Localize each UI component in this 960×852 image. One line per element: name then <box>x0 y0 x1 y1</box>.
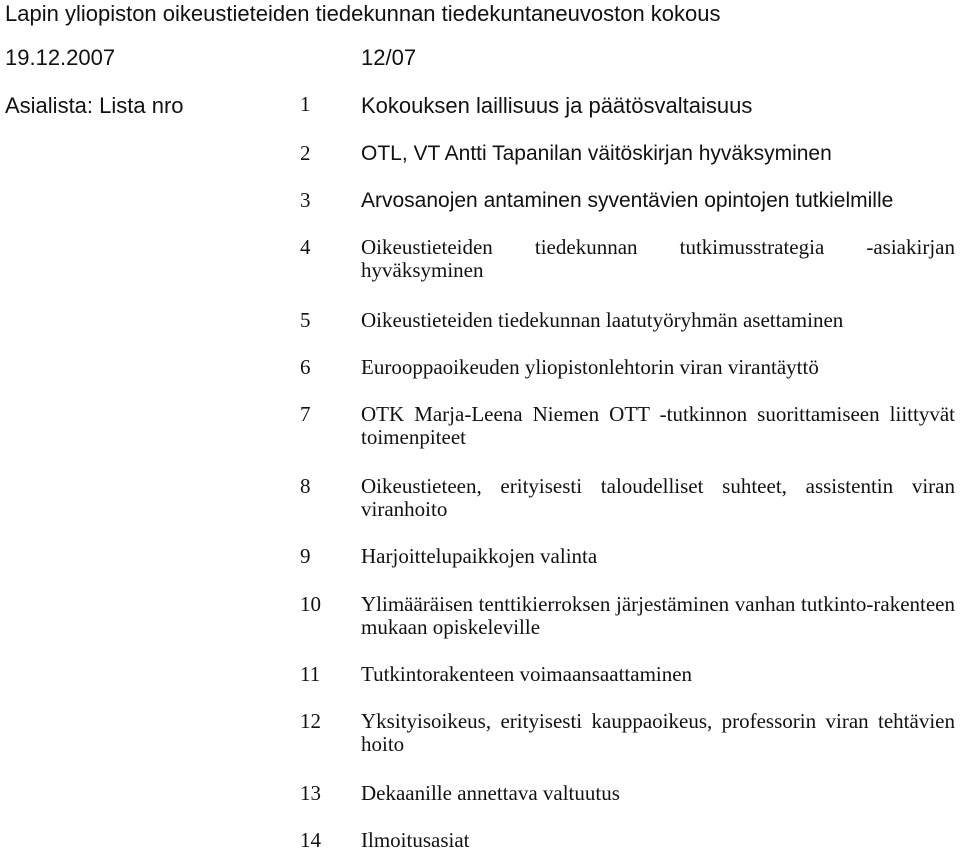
agenda-item-number: 8 <box>300 474 311 498</box>
agenda-item-text: Eurooppaoikeuden yliopistonlehtorin viran virantäyttö <box>361 355 819 379</box>
document-number: 12/07 <box>361 45 417 70</box>
agenda-label: Asialista: Lista nro <box>5 93 184 118</box>
agenda-item-text: Oikeustieteiden tiedekunnan laatutyöryhmän asettaminen <box>361 308 844 332</box>
agenda-item-text: OTL, VT Antti Tapanilan väitöskirjan hyväksyminen <box>361 142 832 165</box>
agenda-item-number: 10 <box>300 592 321 616</box>
agenda-item-number: 5 <box>300 308 311 332</box>
agenda-item-number: 6 <box>300 355 311 379</box>
agenda-item-number: 3 <box>300 188 311 212</box>
meeting-date: 19.12.2007 <box>5 45 116 70</box>
agenda-item-number: 1 <box>300 92 311 116</box>
agenda-item-text: Harjoittelupaikkojen valinta <box>361 544 598 568</box>
agenda-item-text: Arvosanojen antaminen syventävien opintojen tutkielmille <box>361 189 894 212</box>
agenda-item-number: 13 <box>300 781 321 805</box>
agenda-item-text: Ilmoitusasiat <box>361 828 470 852</box>
agenda-item-number: 11 <box>300 662 321 686</box>
agenda-item-text: Tutkintorakenteen voimaansaattaminen <box>361 662 693 686</box>
agenda-item-text: Yksityisoikeus, erityisesti kauppaoikeus, professorin viran tehtävien hoito <box>361 709 955 756</box>
agenda-item-text: Kokouksen laillisuus ja päätösvaltaisuus <box>361 93 753 118</box>
agenda-item-text: Dekaanille annettava valtuutus <box>361 781 620 805</box>
agenda-item-number: 2 <box>300 141 311 165</box>
agenda-item-text: Oikeustieteiden tiedekunnan tutkimusstrategia -asiakirjan hyväksyminen <box>361 235 955 282</box>
document-title: Lapin yliopiston oikeustieteiden tiedekunnan tiedekuntaneuvoston kokous <box>5 1 721 26</box>
agenda-item-text: Oikeustieteen, erityisesti taloudelliset suhteet, assistentin viran viranhoito <box>361 474 955 521</box>
agenda-item-number: 7 <box>300 402 311 426</box>
agenda-item-number: 9 <box>300 544 311 568</box>
agenda-item-number: 12 <box>300 709 321 733</box>
agenda-item-text: OTK Marja-Leena Niemen OTT -tutkinnon suorittamiseen liittyvät toimenpiteet <box>361 402 955 449</box>
agenda-item-number: 14 <box>300 828 321 852</box>
agenda-item-text: Ylimääräisen tenttikierroksen järjestäminen vanhan tutkinto-rakenteen mukaan opiskeleville <box>361 592 955 639</box>
agenda-item-number: 4 <box>300 235 311 259</box>
